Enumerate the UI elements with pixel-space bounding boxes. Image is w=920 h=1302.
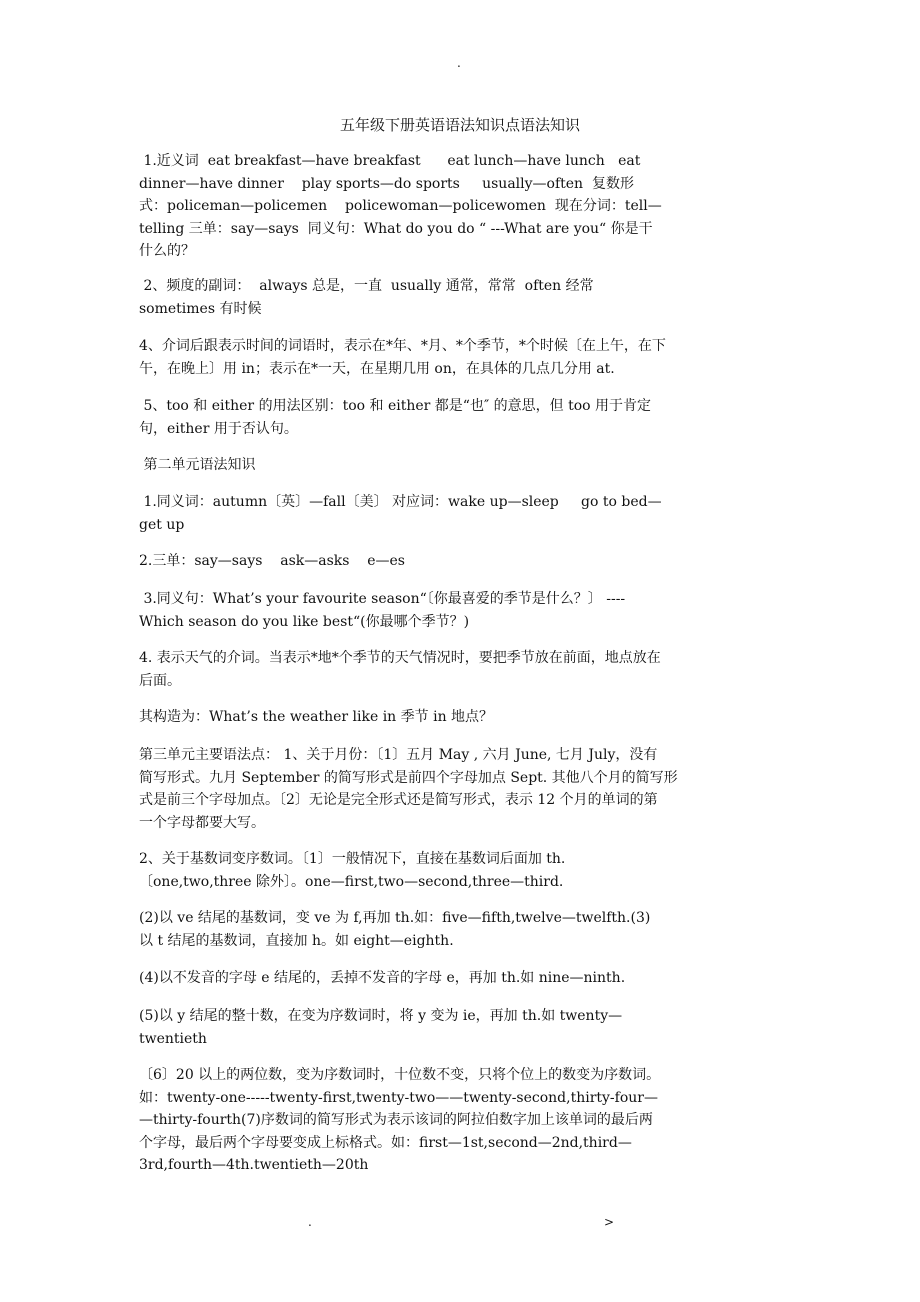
text-line: 4. 表示天气的介词。当表示*地*个季节的天气情况时，要把季节放在前面，地点放在 bbox=[139, 650, 661, 666]
paragraph-12 bbox=[139, 848, 789, 893]
text-line: 第三单元主要语法点： 1、关于月份：〔1〕五月 May , 六月 June, 七月 July，没有 bbox=[139, 747, 658, 763]
header-mark: . bbox=[457, 56, 461, 70]
paragraph-13 bbox=[139, 907, 789, 952]
text-line: 以 t 结尾的基数词，直接加 h。如 eight—eighth. bbox=[139, 932, 454, 949]
text-line: 2.三单：say—says ask—asks e—es bbox=[139, 553, 405, 569]
text-line: 式：policeman—policemen policewoman—policewomen 现在分词：tell— bbox=[139, 198, 662, 214]
text-line: (4)以不发音的字母 e 结尾的，丢掉不发音的字母 e，再加 th.如 nine—ninth. bbox=[139, 970, 626, 986]
text-line: telling 三单：say—says 同义句：What do you do “ ---What are you“ 你是干 bbox=[139, 220, 653, 237]
text-line: (5)以 y 结尾的整十数，在变为序数词时，将 y 变为 ie，再加 th.如 twenty— bbox=[139, 1008, 623, 1024]
text-line: 什么的？ bbox=[139, 243, 195, 259]
paragraph-11 bbox=[139, 744, 789, 834]
text-line: 4、介词后跟表示时间的词语时，表示在*年、*月、*个季节，*个时候〔在上午，在下 bbox=[139, 338, 666, 354]
section-heading-unit-2 bbox=[139, 454, 789, 477]
text-line: 1.近义词 eat breakfast—have breakfast eat lunch—have lunch eat bbox=[139, 153, 641, 169]
paragraph-16 bbox=[139, 1064, 789, 1177]
text-line: (2)以 ve 结尾的基数词，变 ve 为 f,再加 th.如：five—fifth,twelve—twelfth.(3) bbox=[139, 910, 651, 926]
text-line: 简写形式。九月 September 的简写形式是前四个字母加点 Sept. 其他八个月的简写形 bbox=[139, 769, 678, 786]
text-line: 2、关于基数词变序数词。〔1〕一般情况下，直接在基数词后面加 th. bbox=[139, 851, 566, 867]
text-line: 〔one,two,three 除外〕。one—first,two—second,three—third. bbox=[139, 873, 564, 890]
text-line: Which season do you like best“(你最哪个季节？) bbox=[139, 613, 470, 630]
paragraph-2 bbox=[139, 275, 789, 320]
paragraph-3 bbox=[139, 335, 789, 380]
paragraph-6 bbox=[139, 491, 789, 536]
page-title: 五年级下册英语语法知识点语法知识 bbox=[339, 116, 580, 134]
text-line: twentieth bbox=[139, 1030, 207, 1047]
paragraph-15 bbox=[139, 1005, 789, 1050]
text-line: 第二单元语法知识 bbox=[139, 457, 256, 473]
text-line: 如：twenty-one-----twenty-first,twenty-two——twenty-second,thirty-four— bbox=[139, 1089, 658, 1106]
footer-left-mark: . bbox=[308, 1215, 312, 1229]
text-line: 〔6〕20 以上的两位数，变为序数词时，十位数不变，只将个位上的数变为序数词。 bbox=[139, 1067, 661, 1083]
text-line: dinner—have dinner play sports—do sports usually—often 复数形 bbox=[139, 175, 634, 192]
text-line: 2、频度的副词： always 总是，一直 usually 通常，常常 often 经常 bbox=[139, 278, 594, 294]
paragraph-4 bbox=[139, 395, 789, 440]
text-line: get up bbox=[139, 516, 185, 533]
text-line: 式是前三个字母加点。〔2〕无论是完全形式还是简写形式，表示 12 个月的单词的第 bbox=[139, 792, 658, 808]
paragraph-8 bbox=[139, 588, 789, 633]
footer-right-mark: > bbox=[604, 1215, 615, 1229]
text-line: 个字母，最后两个字母要变成上标格式。如：first—1st,second—2nd,third— bbox=[139, 1134, 632, 1151]
text-line: 句，either 用于否认句。 bbox=[139, 420, 298, 437]
paragraph-9 bbox=[139, 647, 789, 692]
text-line: —thirty-fourth(7)序数词的简写形式为表示该词的阿拉伯数字加上该单词的最后两 bbox=[139, 1112, 653, 1128]
text-line: sometimes 有时候 bbox=[139, 300, 262, 317]
paragraph-10 bbox=[139, 706, 789, 729]
text-line: 5、too 和 either 的用法区别：too 和 either 都是“也″ 的意思，但 too 用于肯定 bbox=[139, 398, 652, 414]
paragraph-7 bbox=[139, 550, 789, 573]
text-line: 其构造为：What’s the weather like in 季节 in 地点？ bbox=[139, 709, 494, 725]
text-line: 一个字母都要大写。 bbox=[139, 814, 265, 831]
text-line: 3rd,fourth—4th.twentieth—20th bbox=[139, 1157, 369, 1173]
text-line: 1.同义词：autumn〔英〕—fall〔美〕 对应词：wake up—sleep go to bed— bbox=[139, 494, 662, 510]
text-line: 3.同义句：What’s your favourite season“〔你最喜爱的季节是什么？〕 ---- bbox=[139, 591, 626, 607]
paragraph-1 bbox=[139, 150, 789, 263]
text-line: 午，在晚上〕用 in；表示在*一天，在星期几用 on，在具体的几点几分用 at. bbox=[139, 360, 615, 377]
paragraph-14 bbox=[139, 967, 789, 990]
text-line: 后面。 bbox=[139, 672, 181, 689]
